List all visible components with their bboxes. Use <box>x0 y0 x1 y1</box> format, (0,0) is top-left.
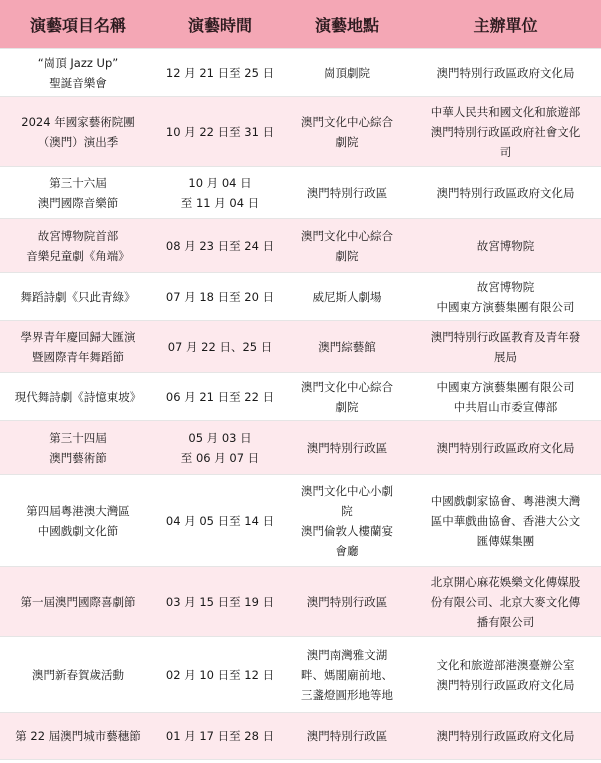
table-row <box>0 167 601 219</box>
cell-venue-line: 劇院 <box>335 134 359 149</box>
cell-name <box>0 321 156 373</box>
cell-venue-line: 三盞燈圓形地等地 <box>301 687 393 702</box>
table-row <box>0 713 601 760</box>
cell-name <box>0 475 156 567</box>
cell-name <box>0 567 156 637</box>
cell-venue-line: 澳門特別行政區 <box>306 729 388 743</box>
cell-venue-line: 崗頂劇院 <box>324 65 370 80</box>
cell-time <box>156 475 284 567</box>
table-row <box>0 637 601 713</box>
cell-organizer-line: 澳門特別行政區政府文化局 <box>436 185 575 200</box>
cell-venue <box>284 637 410 713</box>
table-row <box>0 321 601 373</box>
cell-organizer-line: 中共眉山市委宣傳部 <box>453 399 558 414</box>
cell-organizer <box>410 373 601 421</box>
table-body <box>0 49 601 760</box>
cell-venue-line: 畔、媽閣廟前地、 <box>301 667 393 682</box>
cell-organizer-line: 澳門特別行政區政府文化局 <box>436 677 575 692</box>
cell-venue <box>284 373 410 421</box>
cell-name <box>0 97 156 167</box>
cell-name-line: 故宮博物院首部 <box>37 228 119 243</box>
cell-name <box>0 273 156 321</box>
header-venue: 演藝地點 <box>284 0 410 49</box>
table-row <box>0 475 601 567</box>
cell-venue-line: 會廳 <box>335 543 359 558</box>
cell-time-line: 02 月 10 日至 12 日 <box>165 667 275 682</box>
cell-name <box>0 167 156 219</box>
cell-venue <box>284 49 410 97</box>
header-time: 演藝時間 <box>156 0 284 49</box>
cell-organizer <box>410 475 601 567</box>
cell-name <box>0 421 156 475</box>
cell-time-line: 04 月 05 日至 14 日 <box>165 513 275 528</box>
cell-name <box>0 637 156 713</box>
cell-time <box>156 421 284 475</box>
cell-venue-line: 澳門特別行政區 <box>306 440 388 455</box>
cell-venue-line: 澳門文化中心綜合 <box>301 114 393 129</box>
cell-organizer <box>410 167 601 219</box>
cell-name <box>0 219 156 273</box>
cell-venue-line: 澳門文化中心綜合 <box>301 379 393 394</box>
cell-organizer-line: 故宮博物院 <box>476 238 535 253</box>
table-row <box>0 49 601 97</box>
cell-time <box>156 219 284 273</box>
cell-venue-line: 澳門特別行政區 <box>306 594 388 609</box>
cell-organizer-line: 播有限公司 <box>476 614 535 629</box>
cell-venue <box>284 713 410 760</box>
cell-organizer <box>410 49 601 97</box>
cell-name-line: 澳門新春賀歲活動 <box>32 667 124 682</box>
cell-name-line: 現代舞詩劇《詩憶東坡》 <box>14 389 142 404</box>
cell-name-line: 第一屆澳門國際喜劇節 <box>20 594 136 609</box>
cell-name-line: 舞蹈詩劇《只此青綠》 <box>20 289 136 304</box>
table-row <box>0 373 601 421</box>
cell-organizer-line: 中國戲劇家協會、粵港澳大灣 <box>430 493 581 508</box>
cell-organizer-line: 北京開心麻花娛樂文化傳媒股 <box>430 574 581 589</box>
cell-organizer-line: 份有限公司、北京大麥文化傳 <box>430 594 581 609</box>
cell-time <box>156 167 284 219</box>
cell-organizer-line: 司 <box>499 144 512 159</box>
cell-organizer <box>410 321 601 373</box>
cell-venue <box>284 219 410 273</box>
cell-venue-line: 澳門特別行政區 <box>306 185 388 200</box>
cell-venue <box>284 421 410 475</box>
cell-organizer <box>410 273 601 321</box>
table-row <box>0 273 601 321</box>
cell-organizer-line: 區中華戲曲協會、香港大公文 <box>430 513 581 528</box>
cell-time <box>156 273 284 321</box>
cell-time <box>156 373 284 421</box>
cell-organizer-line: 中國東方演藝集團有限公司 <box>436 379 575 394</box>
cell-time-line: 08 月 23 日至 24 日 <box>165 238 275 253</box>
cell-time <box>156 713 284 760</box>
cell-organizer-line: 中國東方演藝集團有限公司 <box>436 299 575 314</box>
cell-organizer-line: 展局 <box>494 349 517 364</box>
cell-venue <box>284 97 410 167</box>
cell-name-line: 澳門國際音樂節 <box>37 195 119 210</box>
cell-organizer <box>410 97 601 167</box>
cell-venue-line: 威尼斯人劇場 <box>312 289 382 304</box>
table-row <box>0 567 601 637</box>
cell-venue-line: 院 <box>341 503 353 518</box>
cell-venue-line: 澳門倫敦人樓蘭宴 <box>301 523 393 538</box>
cell-name-line: 中國戲劇文化節 <box>37 523 119 538</box>
cell-time-line: 至 11 月 04 日 <box>180 195 260 210</box>
cell-venue-line: 澳門綜藝館 <box>318 339 376 354</box>
cell-time-line: 12 月 21 日至 25 日 <box>165 65 275 80</box>
cell-organizer <box>410 713 601 760</box>
header-name: 演藝項目名稱 <box>0 0 156 49</box>
cell-name <box>0 373 156 421</box>
cell-venue-line: 澳門南灣雅文湖 <box>306 647 388 662</box>
cell-venue <box>284 475 410 567</box>
cell-venue <box>284 167 410 219</box>
cell-time-line: 至 06 月 07 日 <box>180 450 260 465</box>
cell-organizer-line: 澳門特別行政區政府文化局 <box>436 440 575 455</box>
cell-organizer-line: 中華人民共和國文化和旅遊部 <box>430 104 581 119</box>
cell-time <box>156 567 284 637</box>
cell-time <box>156 49 284 97</box>
cell-venue <box>284 567 410 637</box>
cell-name-line: 第 22 屆澳門城市藝穗節 <box>15 729 141 743</box>
cell-name-line: 2024 年國家藝術院團 <box>21 114 135 129</box>
cell-organizer <box>410 567 601 637</box>
cell-time-line: 06 月 21 日至 22 日 <box>165 389 275 404</box>
cell-name-line: 第三十四屆 <box>49 430 107 445</box>
header-organizer: 主辦單位 <box>410 0 601 49</box>
cell-name-line: 第四屆粵港澳大灣區 <box>26 503 130 518</box>
table-row <box>0 97 601 167</box>
cell-name <box>0 49 156 97</box>
cell-time <box>156 637 284 713</box>
cell-organizer-line: 文化和旅遊部港澳臺辦公室 <box>436 657 575 672</box>
cell-organizer <box>410 421 601 475</box>
cell-time-line: 01 月 17 日至 28 日 <box>165 729 275 743</box>
cell-venue-line: 劇院 <box>335 399 359 414</box>
cell-venue-line: 澳門文化中心綜合 <box>301 228 393 243</box>
cell-name <box>0 713 156 760</box>
cell-time-line: 10 月 22 日至 31 日 <box>165 124 275 139</box>
cell-venue <box>284 273 410 321</box>
cell-time-line: 07 月 22 日、25 日 <box>167 339 273 354</box>
cell-time-line: 05 月 03 日 <box>188 430 252 445</box>
cell-venue-line: 劇院 <box>335 248 359 263</box>
cell-organizer-line: 故宮博物院 <box>476 279 535 294</box>
cell-name-line: 暨國際青年舞蹈節 <box>32 349 124 364</box>
cell-name-line: 音樂兒童劇《角端》 <box>26 248 130 263</box>
cell-venue-line: 澳門文化中心小劇 <box>301 483 393 498</box>
cell-organizer-line: 澳門特別行政區教育及青年發 <box>430 329 581 344</box>
table-header-row <box>0 0 601 49</box>
cell-organizer-line: 澳門特別行政區政府社會文化 <box>430 124 581 139</box>
cell-organizer <box>410 219 601 273</box>
cell-organizer-line: 澳門特別行政區政府文化局 <box>436 729 575 743</box>
cell-time <box>156 97 284 167</box>
cell-time-line: 07 月 18 日至 20 日 <box>165 289 275 304</box>
cell-organizer-line: 澳門特別行政區政府文化局 <box>436 65 575 80</box>
cell-name-line: （澳門）演出季 <box>37 134 119 149</box>
cell-name-line: 第三十六屆 <box>49 175 107 190</box>
cell-name-line: 澳門藝術節 <box>49 450 107 465</box>
table-row <box>0 421 601 475</box>
cell-time-line: 03 月 15 日至 19 日 <box>165 594 275 609</box>
cell-name-line: 學界青年慶回歸大匯演 <box>20 329 136 344</box>
cell-name-line: “崗頂 Jazz Up” <box>37 55 119 70</box>
table-row <box>0 219 601 273</box>
cell-time-line: 10 月 04 日 <box>188 175 252 190</box>
cell-organizer-line: 匯傳媒集團 <box>476 533 535 548</box>
cell-time <box>156 321 284 373</box>
cell-organizer <box>410 637 601 713</box>
cell-name-line: 聖誕音樂會 <box>49 75 107 90</box>
cell-venue <box>284 321 410 373</box>
